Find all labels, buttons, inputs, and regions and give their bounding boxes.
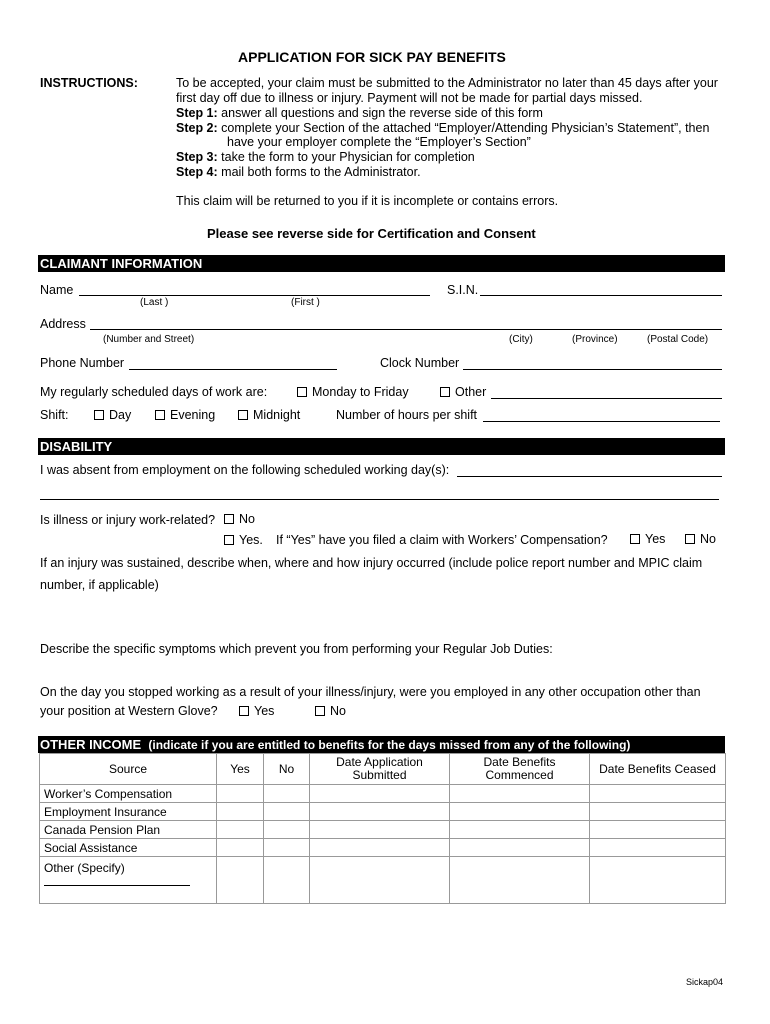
column-no: No: [264, 754, 310, 785]
row-source: Other (Specify): [44, 861, 125, 875]
row-no-cell[interactable]: [264, 803, 310, 821]
row-yes-cell[interactable]: [217, 785, 264, 803]
other-income-title: OTHER INCOME: [40, 737, 142, 752]
wc-no-label: No: [700, 532, 716, 546]
disability-section-header: DISABILITY: [38, 438, 725, 455]
number-street-hint: (Number and Street): [103, 334, 195, 345]
row-no-cell[interactable]: [264, 785, 310, 803]
hours-per-shift-label: Number of hours per shift: [336, 408, 478, 422]
work-related-no-label: No: [239, 512, 255, 526]
shift-midnight-label: Midnight: [253, 408, 301, 422]
monday-friday-label: Monday to Friday: [312, 385, 409, 399]
injury-description-line-1: If an injury was sustained, describe when, where and how injury occurred (include police report number and MPIC claim: [40, 556, 703, 570]
row-submitted-cell[interactable]: [310, 857, 450, 904]
row-source: Employment Insurance: [40, 803, 217, 821]
shift-midnight-option[interactable]: [238, 408, 300, 422]
wc-claim-question: If “Yes” have you filed a claim with Workers’ Compensation?: [276, 533, 608, 547]
other-days-checkbox[interactable]: [440, 387, 450, 397]
row-yes-cell[interactable]: [217, 857, 264, 904]
step-2-continued: have your employer complete the “Employer’s Section”: [227, 135, 531, 149]
step-1-label: Step 1:: [176, 106, 218, 120]
instructions-label: INSTRUCTIONS:: [40, 76, 138, 90]
row-no-cell[interactable]: [264, 857, 310, 904]
step-3: [176, 150, 475, 164]
absent-days-field-2[interactable]: [40, 485, 719, 500]
other-income-subtitle: (indicate if you are entitled to benefits for the days missed from any of the following): [148, 738, 631, 752]
row-no-cell[interactable]: [264, 821, 310, 839]
other-occupation-yes-checkbox[interactable]: [239, 706, 249, 716]
column-date-submitted: Date Application Submitted: [310, 754, 450, 785]
other-days-field[interactable]: [491, 384, 722, 399]
other-occupation-no-label: No: [330, 704, 346, 718]
row-submitted-cell[interactable]: [310, 803, 450, 821]
row-ceased-cell[interactable]: [590, 803, 726, 821]
step-2-label: Step 2:: [176, 121, 218, 135]
row-source: Canada Pension Plan: [40, 821, 217, 839]
form-code: Sickap04: [686, 977, 724, 987]
row-source: Worker’s Compensation: [40, 785, 217, 803]
reverse-note: Please see reverse side for Certification and Consent: [207, 226, 536, 241]
instructions-line-1: To be accepted, your claim must be submitted to the Administrator no later than 45 days after your: [176, 76, 718, 90]
step-2-text: complete your Section of the attached “Employer/Attending Physician’s Statement”, then: [217, 121, 710, 135]
last-name-hint: (Last ): [140, 297, 169, 308]
work-related-no-option[interactable]: [224, 512, 255, 526]
table-row: [40, 803, 726, 821]
first-name-hint: (First ): [291, 297, 320, 308]
postal-code-hint: (Postal Code): [647, 334, 709, 345]
table-row: [40, 821, 726, 839]
row-commenced-cell[interactable]: [450, 839, 590, 857]
step-1-text: answer all questions and sign the reverse side of this form: [217, 106, 543, 120]
absent-days-label: I was absent from employment on the following scheduled working day(s):: [40, 463, 450, 477]
row-source: Social Assistance: [40, 839, 217, 857]
step-4-label: Step 4:: [176, 165, 218, 179]
work-related-yes-option[interactable]: [224, 533, 263, 547]
row-yes-cell[interactable]: [217, 821, 264, 839]
other-days-label: Other: [455, 385, 487, 399]
shift-midnight-checkbox[interactable]: [238, 410, 248, 420]
wc-no-checkbox[interactable]: [685, 534, 695, 544]
other-occupation-yes-option[interactable]: [239, 704, 274, 718]
province-hint: (Province): [572, 334, 618, 345]
wc-no-option[interactable]: [685, 532, 716, 546]
other-income-section-header: [38, 736, 725, 753]
shift-evening-option[interactable]: [155, 408, 215, 422]
row-commenced-cell[interactable]: [450, 857, 590, 904]
work-related-no-checkbox[interactable]: [224, 514, 234, 524]
column-date-ceased: Date Benefits Ceased: [590, 754, 726, 785]
other-days-option[interactable]: [440, 385, 486, 399]
instructions-line-2: first day off due to illness or injury. Payment will not be made for partial days missed.: [176, 91, 643, 105]
step-3-text: take the form to your Physician for completion: [217, 150, 475, 164]
other-specify-field[interactable]: [44, 885, 190, 886]
sin-field[interactable]: [480, 281, 722, 296]
row-ceased-cell[interactable]: [590, 785, 726, 803]
table-row: [40, 839, 726, 857]
table-row: [40, 785, 726, 803]
row-commenced-cell[interactable]: [450, 785, 590, 803]
claimant-section-header: CLAIMANT INFORMATION: [38, 255, 725, 272]
form-title: APPLICATION FOR SICK PAY BENEFITS: [238, 49, 506, 65]
row-source-other[interactable]: [40, 857, 217, 904]
name-field[interactable]: [79, 281, 430, 296]
row-commenced-cell[interactable]: [450, 821, 590, 839]
wc-yes-option[interactable]: [630, 532, 665, 546]
injury-description-line-2: number, if applicable): [40, 578, 159, 592]
monday-friday-checkbox[interactable]: [297, 387, 307, 397]
monday-friday-option[interactable]: [297, 385, 409, 399]
row-submitted-cell[interactable]: [310, 821, 450, 839]
absent-days-field[interactable]: [457, 462, 722, 477]
row-yes-cell[interactable]: [217, 839, 264, 857]
shift-evening-label: Evening: [170, 408, 216, 422]
other-income-table: [39, 753, 726, 904]
other-occupation-yes-label: Yes: [254, 704, 275, 718]
address-field[interactable]: [90, 315, 722, 330]
row-ceased-cell[interactable]: [590, 821, 726, 839]
row-submitted-cell[interactable]: [310, 839, 450, 857]
symptoms-label: Describe the specific symptoms which prevent you from performing your Regular Job Duties:: [40, 642, 553, 656]
table-row: [40, 857, 726, 904]
returned-note: This claim will be returned to you if it is incomplete or contains errors.: [176, 194, 559, 208]
clock-number-label: Clock Number: [380, 356, 460, 370]
other-occupation-no-checkbox[interactable]: [315, 706, 325, 716]
column-date-commenced: Date Benefits Commenced: [450, 754, 590, 785]
column-yes: Yes: [217, 754, 264, 785]
phone-field[interactable]: [129, 355, 337, 370]
row-no-cell[interactable]: [264, 839, 310, 857]
step-4-text: mail both forms to the Administrator.: [217, 165, 421, 179]
row-ceased-cell[interactable]: [590, 839, 726, 857]
step-3-label: Step 3:: [176, 150, 218, 164]
phone-label: Phone Number: [40, 356, 125, 370]
other-occupation-line-1: On the day you stopped working as a result of your illness/injury, were you employed in any other occupation other than: [40, 685, 701, 699]
shift-evening-checkbox[interactable]: [155, 410, 165, 420]
work-related-label: Is illness or injury work-related?: [40, 513, 216, 527]
sin-label: S.I.N.: [447, 283, 479, 297]
row-commenced-cell[interactable]: [450, 803, 590, 821]
step-2: [176, 121, 709, 135]
wc-yes-label: Yes: [645, 532, 666, 546]
step-4: [176, 165, 421, 179]
name-label: Name: [40, 283, 74, 297]
wc-yes-checkbox[interactable]: [630, 534, 640, 544]
other-occupation-no-option[interactable]: [315, 704, 346, 718]
shift-day-label: Day: [109, 408, 132, 422]
shift-day-option[interactable]: [94, 408, 131, 422]
work-related-yes-checkbox[interactable]: [224, 535, 234, 545]
row-ceased-cell[interactable]: [590, 857, 726, 904]
shift-day-checkbox[interactable]: [94, 410, 104, 420]
table-header-row: [40, 754, 726, 785]
clock-number-field[interactable]: [463, 355, 722, 370]
other-occupation-line-2: your position at Western Glove?: [40, 704, 218, 718]
row-yes-cell[interactable]: [217, 803, 264, 821]
shift-label: Shift:: [40, 408, 69, 422]
work-days-label: My regularly scheduled days of work are:: [40, 385, 268, 399]
column-source: Source: [40, 754, 217, 785]
address-label: Address: [40, 317, 86, 331]
work-related-yes-label: Yes.: [239, 533, 263, 547]
row-submitted-cell[interactable]: [310, 785, 450, 803]
hours-per-shift-field[interactable]: [483, 407, 720, 422]
step-1: [176, 106, 543, 120]
city-hint: (City): [509, 334, 533, 345]
